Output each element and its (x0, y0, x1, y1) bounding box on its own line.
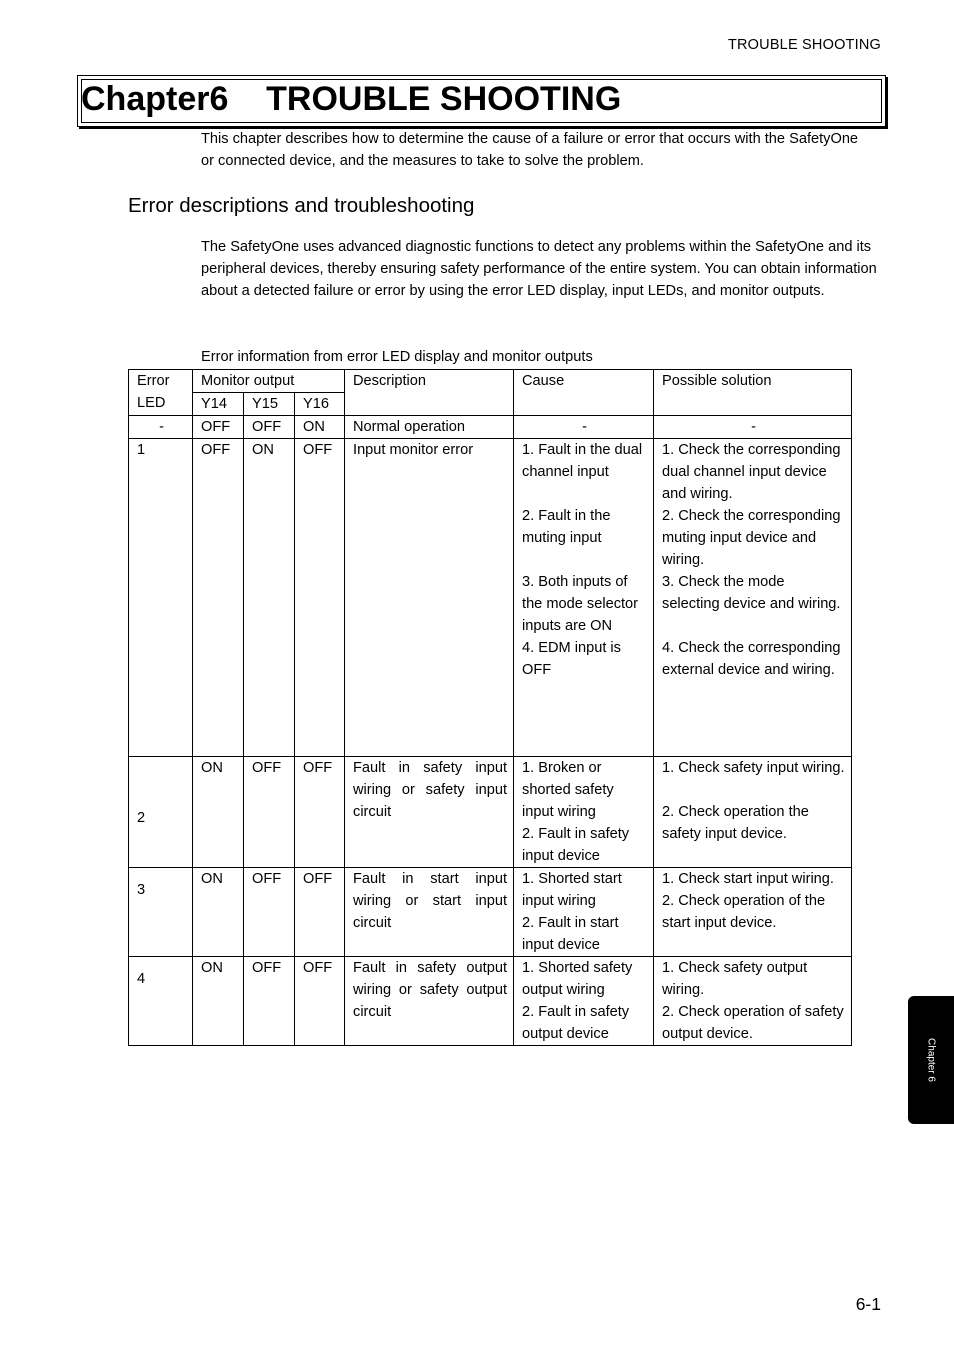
header-y16: Y16 (295, 393, 345, 416)
table-header-row (129, 370, 852, 393)
cell-description (345, 868, 514, 957)
cell-y15: OFF (244, 957, 295, 1046)
cell-y15: OFF (244, 757, 295, 868)
cell-solution: 1. Check the corresponding dual channel input device and wiring. 2. Check the corresponding muting input device and wiring. 3. Check the mode selecting device and wiring. 4. Check the corresponding external device and wiring. (654, 439, 852, 757)
cell-y15: OFF (244, 868, 295, 957)
intro-paragraph: This chapter describes how to determine the cause of a failure or error that occurs with the SafetyOne or connected device, and the measures to take to solve the problem. (201, 131, 859, 169)
table-row (129, 868, 852, 957)
header-possible-solution: Possible solution (654, 370, 852, 416)
cell-y15: ON (244, 439, 295, 757)
table-row (129, 957, 852, 1046)
chapter-side-tab-label: Chapter 6 (925, 1038, 937, 1082)
cell-y15: OFF (244, 416, 295, 439)
cell-y16: ON (295, 416, 345, 439)
cell-y16: OFF (295, 868, 345, 957)
cell-description: Input monitor error (345, 439, 514, 757)
header-y14: Y14 (193, 393, 244, 416)
cell-description (345, 757, 514, 868)
header-cause: Cause (514, 370, 654, 416)
cell-description: Normal operation (345, 416, 514, 439)
cell-y16: OFF (295, 957, 345, 1046)
cell-error-led: 3 (129, 868, 193, 957)
table-caption: Error information from error LED display and monitor outputs (201, 349, 593, 365)
chapter-side-tab (908, 996, 954, 1124)
header-y15: Y15 (244, 393, 295, 416)
table-row (129, 416, 852, 439)
cell-description-text: Fault in safety output wiring or safety output circuit (353, 960, 508, 1020)
table-row (129, 439, 852, 757)
cell-solution: 1. Check safety input wiring. 2. Check operation the safety input device. (654, 757, 852, 868)
cell-cause: 1. Fault in the dual channel input 2. Fault in the muting input 3. Both inputs of the mode selector inputs are ON 4. EDM input is OFF (514, 439, 654, 757)
cell-y14: ON (193, 868, 244, 957)
cell-y14: OFF (193, 439, 244, 757)
header-description: Description (345, 370, 514, 416)
cell-description (345, 957, 514, 1046)
chapter-title-box (77, 75, 886, 127)
running-header: TROUBLE SHOOTING (727, 37, 881, 53)
header-error-led: Error LED (129, 370, 193, 416)
cell-cause: - (514, 416, 654, 439)
cell-y16: OFF (295, 757, 345, 868)
cell-error-led: 2 (129, 757, 193, 868)
section-body-paragraph: The SafetyOne uses advanced diagnostic functions to detect any problems within the SafetyOne and its peripheral devices, thereby ensuring safety performance of the entire system. You can obtain information about a detected failure or error by using the error LED display, input LEDs, and monitor outputs. (201, 239, 877, 299)
header-monitor-output: Monitor output (193, 370, 345, 393)
cell-solution: - (654, 416, 852, 439)
cell-y14: ON (193, 957, 244, 1046)
error-info-table (128, 369, 852, 1046)
chapter-title: Chapter6 TROUBLE SHOOTING (81, 80, 622, 118)
section-heading: Error descriptions and troubleshooting (128, 194, 475, 217)
table-row (129, 757, 852, 868)
cell-error-led: - (129, 416, 193, 439)
cell-y14: ON (193, 757, 244, 868)
cell-cause: 1. Broken or shorted safety input wiring 2. Fault in safety input device (514, 757, 654, 868)
cell-solution: 1. Check start input wiring. 2. Check operation of the start input device. (654, 868, 852, 957)
cell-y16: OFF (295, 439, 345, 757)
cell-description-text: Fault in safety input wiring or safety input circuit (353, 760, 508, 820)
cell-cause: 1. Shorted safety output wiring 2. Fault in safety output device (514, 957, 654, 1046)
page-number: 6-1 (855, 1294, 881, 1314)
cell-solution: 1. Check safety output wiring. 2. Check operation of safety output device. (654, 957, 852, 1046)
cell-error-led: 4 (129, 957, 193, 1046)
cell-error-led: 1 (129, 439, 193, 757)
cell-y14: OFF (193, 416, 244, 439)
cell-description-text: Fault in start input wiring or start input circuit (353, 871, 508, 931)
cell-cause: 1. Shorted start input wiring 2. Fault in start input device (514, 868, 654, 957)
